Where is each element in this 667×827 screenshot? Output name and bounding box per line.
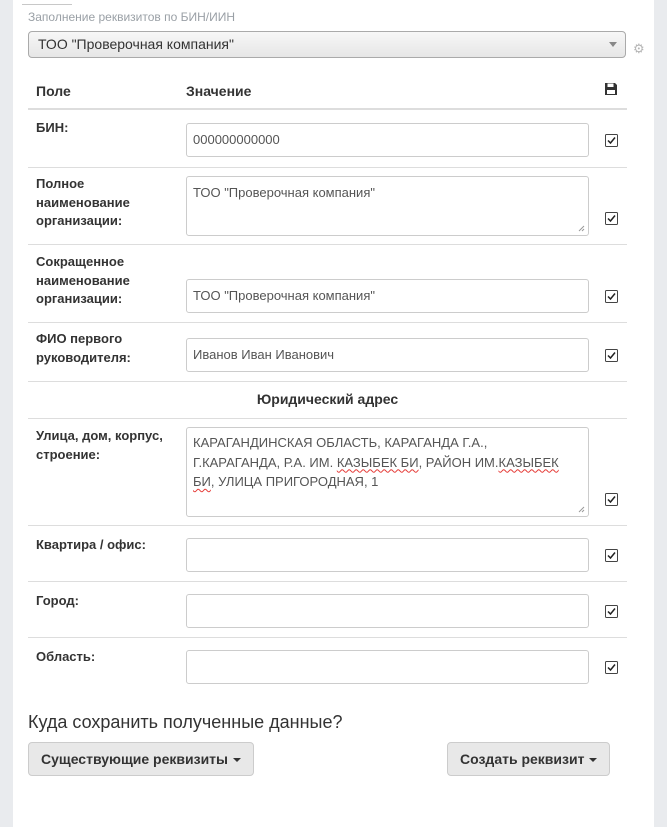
resize-grip-icon[interactable] xyxy=(577,505,585,513)
city-input[interactable] xyxy=(186,594,589,628)
checkbox-checked-icon[interactable] xyxy=(605,212,618,225)
company-select-value: ТОО "Проверочная компания" xyxy=(38,36,234,52)
row-divider xyxy=(28,167,627,168)
create-requisite-button[interactable] xyxy=(447,742,610,776)
row-divider xyxy=(28,525,627,526)
bin-label: БИН: xyxy=(36,120,69,135)
resize-grip-icon[interactable] xyxy=(577,224,585,232)
street-label: Улица, дом, корпус, строение: xyxy=(36,428,163,462)
short-name-label: Сокращенное наименование организации: xyxy=(36,254,130,306)
street-line-2: Г.КАРАГАНДА, Р.А. ИМ. КАЗЫБЕК БИ, РАЙОН ИМ.КАЗЫБЕК xyxy=(193,454,559,470)
fill-by-bin-label: Заполнение реквизитов по БИН/ИИН xyxy=(28,10,236,24)
director-input[interactable]: Иванов Иван Иванович xyxy=(186,338,589,372)
chevron-down-icon[interactable] xyxy=(609,42,617,47)
full-name-textarea[interactable] xyxy=(186,176,589,236)
checkbox-checked-icon[interactable] xyxy=(605,290,618,303)
director-label: ФИО первого руководителя: xyxy=(36,331,131,365)
checkbox-checked-icon[interactable] xyxy=(605,134,618,147)
full-name-label: Полное наименование организации: xyxy=(36,176,130,228)
existing-requisites-button[interactable] xyxy=(28,742,254,776)
create-requisite-label: Создать реквизит xyxy=(460,751,585,767)
short-name-input[interactable]: ТОО "Проверочная компания" xyxy=(186,279,589,313)
street-textarea[interactable] xyxy=(186,427,589,517)
save-destination-question: Куда сохранить полученные данные? xyxy=(28,712,343,732)
caret-down-icon xyxy=(589,758,597,762)
checkbox-checked-icon[interactable] xyxy=(605,493,618,506)
top-divider xyxy=(22,0,72,5)
street-line-1: КАРАГАНДИНСКАЯ ОБЛАСТЬ, КАРАГАНДА Г.А., xyxy=(193,435,488,450)
row-divider xyxy=(28,244,627,245)
gear-icon[interactable]: ⚙ xyxy=(633,41,645,56)
row-divider xyxy=(28,418,627,419)
row-divider xyxy=(28,322,627,323)
checkbox-checked-icon[interactable] xyxy=(605,549,618,562)
street-line-3: БИ, УЛИЦА ПРИГОРОДНАЯ, 1 xyxy=(193,474,379,489)
company-select[interactable] xyxy=(28,31,626,58)
bin-input[interactable]: 000000000000 xyxy=(186,123,589,157)
checkbox-checked-icon[interactable] xyxy=(605,349,618,362)
row-divider xyxy=(28,581,627,582)
full-name-value: ТОО "Проверочная компания" xyxy=(193,185,375,200)
row-divider xyxy=(28,381,627,382)
checkbox-checked-icon[interactable] xyxy=(605,661,618,674)
existing-requisites-label: Существующие реквизиты xyxy=(41,751,228,767)
office-label: Квартира / офис: xyxy=(36,537,146,552)
column-header-field: Поле xyxy=(36,83,71,99)
row-divider xyxy=(28,637,627,638)
checkbox-checked-icon[interactable] xyxy=(605,605,618,618)
caret-down-icon xyxy=(233,758,241,762)
region-label: Область: xyxy=(36,649,96,664)
city-label: Город: xyxy=(36,593,79,608)
office-input[interactable] xyxy=(186,538,589,572)
header-divider xyxy=(28,108,627,110)
floppy-disk-icon[interactable] xyxy=(604,82,618,96)
column-header-value: Значение xyxy=(186,83,252,99)
legal-address-title: Юридический адрес xyxy=(256,391,399,407)
region-input[interactable] xyxy=(186,650,589,684)
